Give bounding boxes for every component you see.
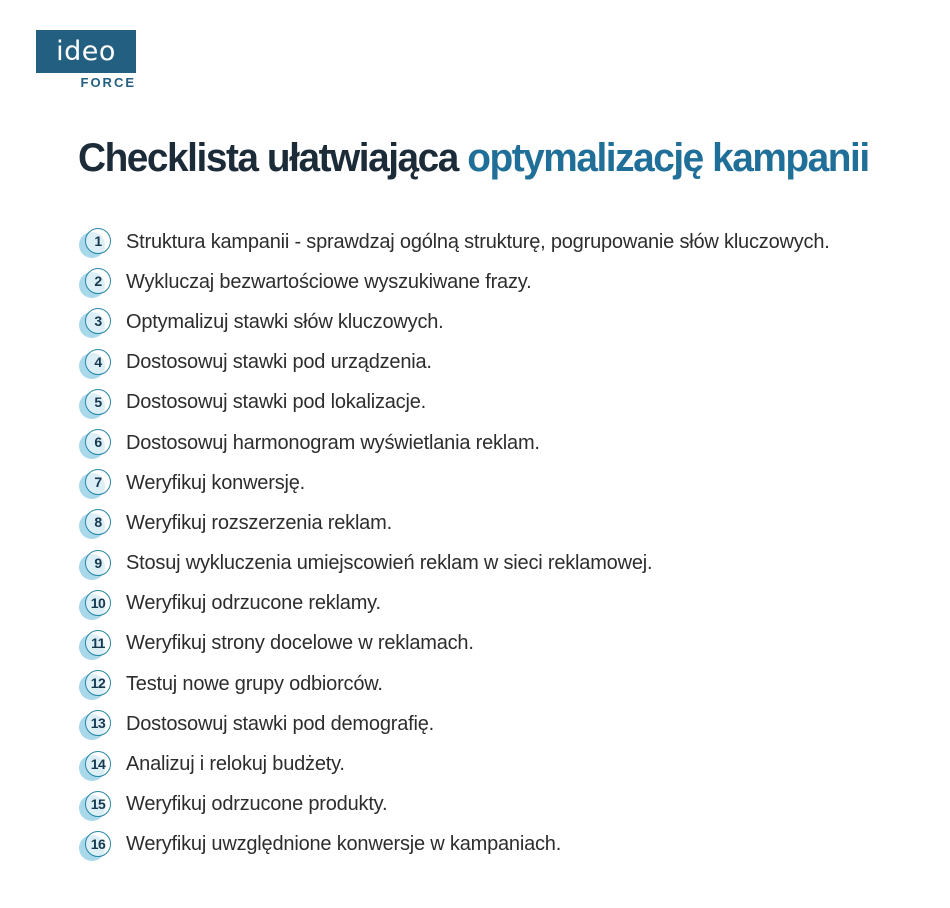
- item-text: Dostosowuj stawki pod demografię.: [126, 712, 434, 735]
- item-text: Weryfikuj odrzucone reklamy.: [126, 592, 381, 615]
- list-item: [84, 584, 884, 624]
- item-number: 7: [85, 469, 111, 495]
- item-number: 12: [85, 670, 111, 696]
- item-text: Optymalizuj stawki słów kluczowych.: [126, 310, 444, 333]
- item-number: 16: [85, 831, 111, 857]
- ideo-force-logo: [36, 30, 136, 90]
- item-number-badge: [84, 590, 112, 618]
- logo-box: [36, 30, 136, 73]
- item-number-badge: [84, 509, 112, 537]
- item-number: 11: [85, 630, 111, 656]
- item-number: 1: [85, 228, 111, 254]
- logo-sub-text: FORCE: [80, 75, 136, 90]
- item-text: Dostosowuj stawki pod lokalizacje.: [126, 391, 427, 414]
- item-number-badge: [84, 550, 112, 578]
- page-title-dark-part: Checklista ułatwiająca: [78, 136, 468, 180]
- item-text: Weryfikuj odrzucone produkty.: [126, 793, 388, 816]
- item-number: 5: [85, 389, 111, 415]
- page-title-accent-part: optymalizację kampanii: [467, 136, 869, 180]
- checklist: [84, 222, 884, 865]
- item-number-badge: [84, 831, 112, 859]
- item-number: 15: [85, 791, 111, 817]
- item-text: Weryfikuj rozszerzenia reklam.: [126, 511, 392, 534]
- list-item: [84, 423, 884, 463]
- item-number-badge: [84, 389, 112, 417]
- item-text: Analizuj i relokuj budżety.: [126, 753, 345, 776]
- item-number-badge: [84, 630, 112, 658]
- list-item: [84, 222, 884, 262]
- item-text: Dostosowuj harmonogram wyświetlania reklam.: [126, 431, 540, 454]
- item-number: 10: [85, 590, 111, 616]
- item-number: 4: [85, 349, 111, 375]
- item-number: 2: [85, 268, 111, 294]
- item-number-badge: [84, 308, 112, 336]
- item-number-badge: [84, 469, 112, 497]
- list-item: [84, 302, 884, 342]
- item-number-badge: [84, 670, 112, 698]
- item-number-badge: [84, 791, 112, 819]
- item-text: Weryfikuj uwzględnione konwersje w kampaniach.: [126, 833, 562, 856]
- list-item: [84, 383, 884, 423]
- item-number: 8: [85, 509, 111, 535]
- logo-brand-text: ideo: [56, 36, 116, 67]
- list-item: [84, 664, 884, 704]
- list-item: [84, 262, 884, 302]
- item-text: Stosuj wykluczenia umiejscowień reklam w sieci reklamowej.: [126, 552, 653, 575]
- list-item: [84, 503, 884, 543]
- item-text: Weryfikuj konwersję.: [126, 471, 306, 494]
- item-number-badge: [84, 228, 112, 256]
- item-number: 3: [85, 308, 111, 334]
- item-text: Dostosowuj stawki pod urządzenia.: [126, 351, 432, 374]
- item-number-badge: [84, 710, 112, 738]
- item-number-badge: [84, 349, 112, 377]
- list-item: [84, 825, 884, 865]
- list-item: [84, 463, 884, 503]
- item-number-badge: [84, 751, 112, 779]
- item-text: Testuj nowe grupy odbiorców.: [126, 672, 383, 695]
- list-item: [84, 343, 884, 383]
- item-text: Struktura kampanii - sprawdzaj ogólną strukturę, pogrupowanie słów kluczowych.: [126, 230, 830, 253]
- list-item: [84, 704, 884, 744]
- page-title: [78, 136, 869, 181]
- item-number: 9: [85, 550, 111, 576]
- list-item: [84, 785, 884, 825]
- list-item: [84, 744, 884, 784]
- item-text: Wykluczaj bezwartościowe wyszukiwane frazy.: [126, 270, 532, 293]
- list-item: [84, 544, 884, 584]
- item-number: 6: [85, 429, 111, 455]
- item-number: 13: [85, 710, 111, 736]
- item-text: Weryfikuj strony docelowe w reklamach.: [126, 632, 474, 655]
- list-item: [84, 624, 884, 664]
- item-number: 14: [85, 751, 111, 777]
- item-number-badge: [84, 268, 112, 296]
- item-number-badge: [84, 429, 112, 457]
